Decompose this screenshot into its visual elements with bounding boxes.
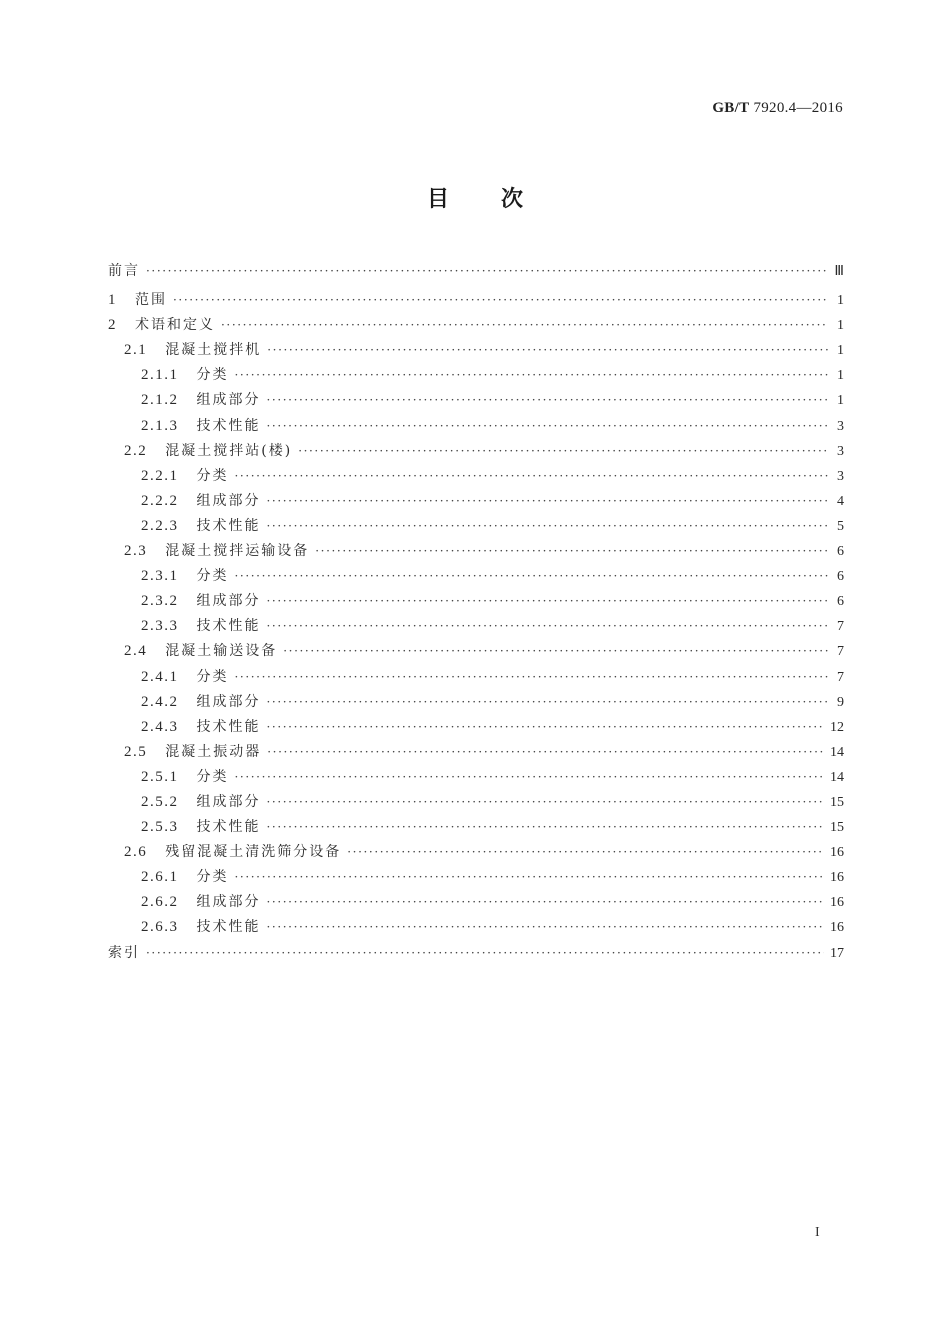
toc-entry-number: 1	[108, 292, 117, 309]
toc-entry-label: 技术性能	[196, 618, 261, 635]
toc-entry-number: 2.2.1	[141, 467, 179, 484]
dot-leader	[267, 489, 829, 514]
standard-code	[712, 100, 843, 117]
toc-entry-page: 3	[837, 443, 844, 459]
toc-entry-label: 组成部分	[196, 894, 261, 911]
toc-entry-page: 17	[830, 945, 844, 961]
toc-entry[interactable]	[108, 665, 844, 690]
toc-entry-page: 4	[837, 493, 844, 509]
toc-entry-number: 2.2.3	[141, 517, 179, 534]
toc-entry[interactable]	[108, 690, 844, 715]
dot-leader	[267, 338, 828, 363]
page-title: 目次	[426, 187, 575, 212]
dot-leader	[267, 740, 824, 765]
toc-entry[interactable]	[108, 840, 844, 865]
toc-entry-number: 2.1.3	[141, 417, 179, 434]
dot-leader	[235, 865, 825, 890]
toc-entry-page: 14	[830, 769, 844, 785]
toc-entry-number: 2.6.2	[141, 894, 179, 911]
dot-leader	[267, 690, 829, 715]
toc-entry-page: 16	[830, 845, 844, 861]
toc-entry-page: 15	[830, 820, 844, 836]
toc-entry[interactable]	[108, 388, 844, 413]
toc-entry-label: 混凝土搅拌机	[165, 342, 262, 359]
page-number: I	[815, 1225, 820, 1240]
toc-entry-label: 组成部分	[196, 693, 261, 710]
toc-entry-label: 组成部分	[196, 593, 261, 610]
toc-entry[interactable]	[108, 639, 844, 664]
dot-leader	[235, 765, 825, 790]
toc-entry-number: 2.3	[124, 543, 148, 560]
dot-leader	[267, 790, 825, 815]
dot-leader	[267, 815, 825, 840]
toc-entry[interactable]	[108, 288, 844, 313]
dot-leader	[347, 840, 824, 865]
toc-entry-number: 2.4	[124, 643, 148, 660]
toc-entry[interactable]	[108, 890, 844, 915]
dot-leader	[235, 464, 829, 489]
dot-leader	[283, 639, 828, 664]
toc-entry-label: 分类	[196, 367, 229, 384]
toc-entry-page: 7	[837, 669, 844, 685]
toc-entry-label: 分类	[196, 467, 229, 484]
toc-entry-number: 2.2.2	[141, 492, 179, 509]
toc-entry[interactable]	[108, 414, 844, 439]
dot-leader	[267, 890, 825, 915]
toc-entry-label: 索引	[108, 944, 140, 961]
toc-entry-page: 7	[837, 619, 844, 635]
dot-leader	[267, 715, 825, 740]
toc-entry-label: 分类	[196, 668, 229, 685]
toc-entry-page: 14	[830, 744, 844, 760]
toc-entry[interactable]	[108, 313, 844, 338]
toc-entry-label: 技术性能	[196, 417, 261, 434]
toc-entry-page: 1	[837, 368, 844, 384]
toc-entry-page: 6	[837, 569, 844, 585]
toc-entry-page: 12	[830, 719, 844, 735]
toc-entry-page: 16	[830, 895, 844, 911]
toc-entry[interactable]	[108, 614, 844, 639]
standard-prefix: GB/T	[712, 100, 750, 116]
toc-entry-label: 分类	[196, 568, 229, 585]
table-of-contents	[108, 259, 844, 966]
toc-entry-label: 组成部分	[196, 793, 261, 810]
toc-entry[interactable]	[108, 489, 844, 514]
dot-leader	[267, 514, 829, 539]
toc-entry-page: 16	[830, 870, 844, 886]
dot-leader	[267, 614, 829, 639]
dot-leader	[315, 539, 828, 564]
toc-entry[interactable]	[108, 539, 844, 564]
dot-leader	[146, 259, 828, 284]
toc-entry-number: 2.4.1	[141, 668, 179, 685]
toc-entry-label: 混凝土搅拌站(楼)	[165, 442, 293, 459]
toc-entry[interactable]	[108, 464, 844, 489]
toc-entry-label: 残留混凝土清洗筛分设备	[165, 844, 342, 861]
dot-leader	[267, 915, 825, 940]
toc-entry-label: 技术性能	[196, 919, 261, 936]
toc-entry-page: 1	[837, 343, 844, 359]
dot-leader	[146, 941, 824, 966]
toc-entry-page: Ⅲ	[834, 264, 844, 279]
dot-leader	[235, 665, 829, 690]
toc-entry[interactable]	[108, 259, 844, 284]
toc-entry-page: 1	[837, 393, 844, 409]
toc-entry[interactable]	[108, 363, 844, 388]
toc-entry-page: 1	[837, 293, 844, 309]
toc-entry-label: 混凝土输送设备	[165, 643, 278, 660]
toc-entry-number: 2.4.3	[141, 718, 179, 735]
toc-entry-page: 7	[837, 644, 844, 660]
toc-entry-page: 5	[837, 518, 844, 534]
toc-entry-page: 15	[830, 794, 844, 810]
toc-entry-number: 2.5.2	[141, 793, 179, 810]
toc-entry-label: 组成部分	[196, 492, 261, 509]
toc-entry-number: 2.1	[124, 342, 148, 359]
dot-leader	[267, 414, 829, 439]
toc-entry-number: 2.6.3	[141, 919, 179, 936]
toc-entry[interactable]	[108, 915, 844, 940]
toc-entry-label: 混凝土搅拌运输设备	[165, 543, 310, 560]
toc-entry-page: 3	[837, 418, 844, 434]
toc-entry-label: 技术性能	[196, 517, 261, 534]
toc-entry[interactable]	[108, 865, 844, 890]
dot-leader	[235, 564, 829, 589]
toc-entry[interactable]	[108, 338, 844, 363]
toc-entry[interactable]	[108, 564, 844, 589]
toc-entry-label: 技术性能	[196, 819, 261, 836]
toc-entry-label: 分类	[196, 869, 229, 886]
toc-entry[interactable]	[108, 790, 844, 815]
toc-entry[interactable]	[108, 941, 844, 966]
toc-entry-number: 2.3.1	[141, 568, 179, 585]
toc-entry-number: 2.6	[124, 844, 148, 861]
toc-entry-label: 分类	[196, 768, 229, 785]
toc-entry-page: 3	[837, 468, 844, 484]
dot-leader	[235, 363, 829, 388]
toc-entry-label: 组成部分	[196, 392, 261, 409]
toc-entry-page: 9	[837, 694, 844, 710]
toc-entry-number: 2.4.2	[141, 693, 179, 710]
toc-entry-page: 16	[830, 920, 844, 936]
toc-entry-page: 6	[837, 544, 844, 560]
toc-entry-label: 混凝土振动器	[165, 743, 262, 760]
toc-entry-number: 2.6.1	[141, 869, 179, 886]
toc-entry-number: 2.5.1	[141, 768, 179, 785]
toc-entry-number: 2.5	[124, 743, 148, 760]
dot-leader	[298, 439, 828, 464]
toc-entry[interactable]	[108, 740, 844, 765]
toc-entry-number: 2.3.2	[141, 593, 179, 610]
toc-entry[interactable]	[108, 815, 844, 840]
toc-entry-label: 范围	[135, 292, 167, 309]
toc-entry-label: 术语和定义	[135, 317, 215, 334]
toc-entry-label: 前言	[108, 263, 140, 279]
toc-entry-number: 2.2	[124, 442, 148, 459]
toc-entry-number: 2.1.1	[141, 367, 179, 384]
toc-entry-number: 2.5.3	[141, 819, 179, 836]
toc-entry[interactable]	[108, 715, 844, 740]
toc-entry[interactable]	[108, 589, 844, 614]
dot-leader	[221, 313, 828, 338]
toc-entry-number: 2.3.3	[141, 618, 179, 635]
toc-entry[interactable]	[108, 765, 844, 790]
dot-leader	[173, 288, 828, 313]
toc-entry-label: 技术性能	[196, 718, 261, 735]
dot-leader	[267, 589, 829, 614]
toc-entry-number: 2	[108, 317, 117, 334]
toc-entry[interactable]	[108, 514, 844, 539]
toc-entry-page: 1	[837, 318, 844, 334]
dot-leader	[267, 388, 829, 413]
standard-number: 7920.4—2016	[753, 100, 843, 116]
toc-entry[interactable]	[108, 439, 844, 464]
toc-entry-number: 2.1.2	[141, 392, 179, 409]
toc-entry-page: 6	[837, 594, 844, 610]
